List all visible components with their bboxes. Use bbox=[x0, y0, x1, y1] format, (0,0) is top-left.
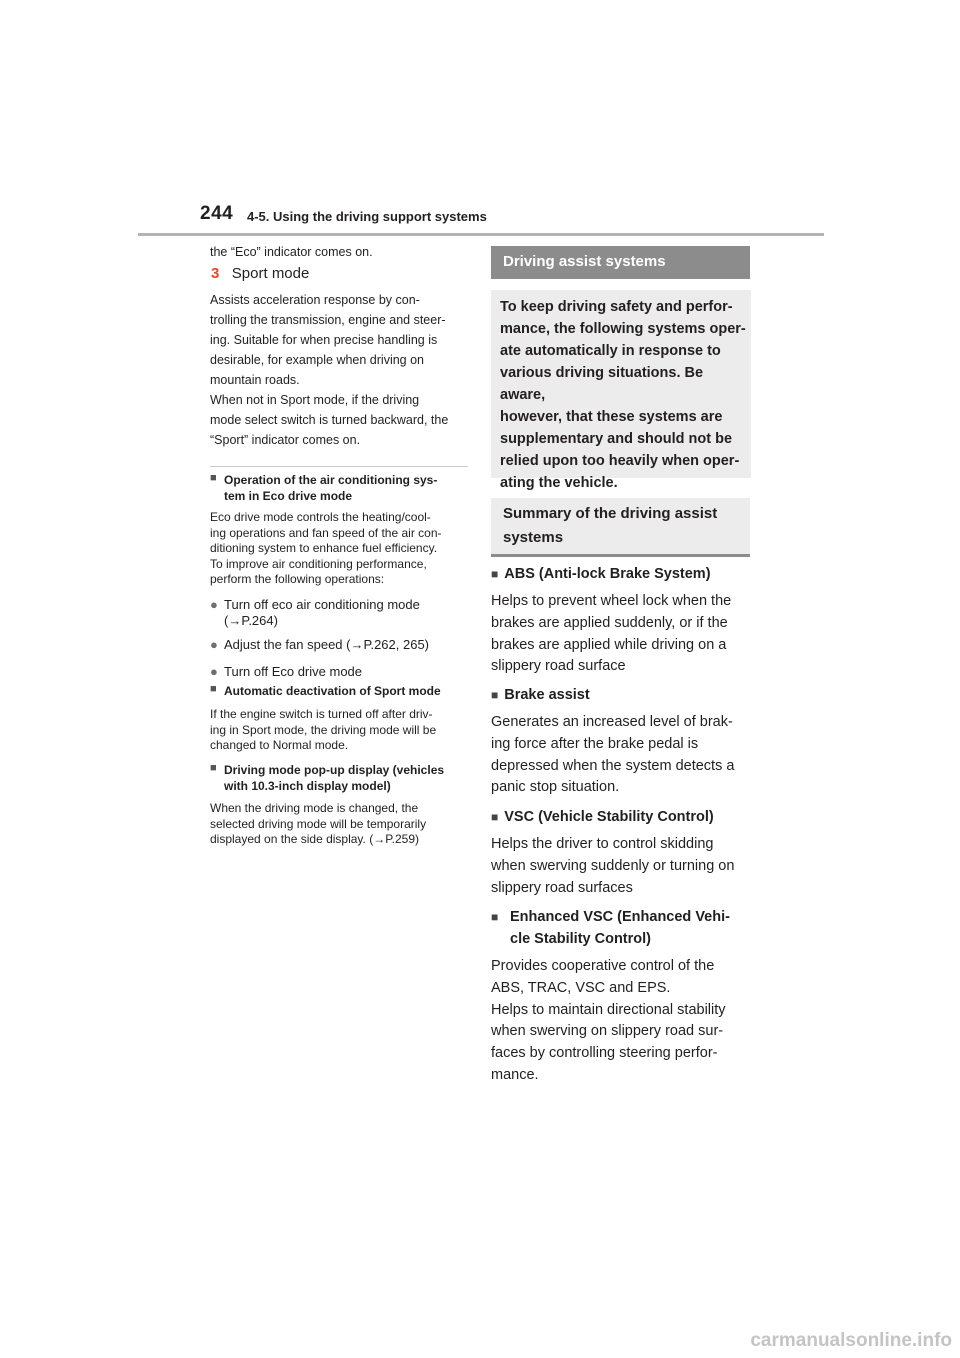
sport-mode-paragraph bbox=[210, 290, 468, 390]
abs-heading bbox=[491, 563, 711, 585]
text-line: When not in Sport mode, if the driving bbox=[210, 393, 420, 407]
text-line: changed to Normal mode. bbox=[210, 738, 349, 752]
square-bullet-icon: ■ bbox=[491, 810, 499, 824]
subheading-popup-display bbox=[210, 762, 472, 794]
text-line: slippery road surfaces bbox=[491, 879, 633, 896]
driving-assist-heading: Driving assist systems bbox=[491, 246, 750, 279]
bullet-dot-icon: ● bbox=[210, 597, 218, 612]
text-line: faces by controlling steering perfor- bbox=[491, 1045, 718, 1062]
intro-box-text bbox=[500, 296, 748, 494]
brake-assist-heading bbox=[491, 684, 590, 706]
item-title: cle Stability Control) bbox=[510, 931, 651, 947]
page-number: 244 bbox=[200, 203, 234, 224]
text-line: depressed when the system detects a bbox=[491, 757, 735, 774]
text-line: ing operations and fan speed of the air con- bbox=[210, 525, 442, 540]
subheading-line: Automatic deactivation of Sport mode bbox=[224, 684, 441, 698]
subheading-line: Operation of the air conditioning sys- bbox=[224, 473, 438, 487]
subheading-sport-deactivation bbox=[210, 683, 472, 699]
text-line: Helps to maintain directional stability bbox=[491, 1001, 726, 1018]
text-line: mance, the following systems oper- bbox=[500, 321, 746, 337]
text-line: various driving situations. Be aware, bbox=[500, 365, 704, 403]
text-line: Eco drive mode controls the heating/cool- bbox=[210, 510, 431, 524]
list-item-text: Turn off eco air conditioning mode bbox=[224, 597, 420, 612]
list-item-text: (→P.264) bbox=[224, 613, 278, 628]
text-line: when swerving on slippery road sur- bbox=[491, 1023, 724, 1040]
text-line: ing in Sport mode, the driving mode will be bbox=[210, 722, 437, 737]
subheading-air-conditioning bbox=[210, 472, 470, 504]
text-line: perform the following operations: bbox=[210, 572, 385, 586]
popup-display-paragraph bbox=[210, 801, 472, 848]
text-line: “Sport” indicator comes on. bbox=[210, 433, 361, 447]
bullet-dot-icon: ● bbox=[210, 664, 218, 679]
air-conditioning-paragraph bbox=[210, 510, 472, 588]
text-line: trolling the transmission, engine and steer- bbox=[210, 313, 446, 327]
subheading-line: with 10.3-inch display model) bbox=[224, 779, 391, 793]
text-line: desirable, for example when driving on bbox=[210, 353, 425, 367]
list-item bbox=[210, 597, 472, 629]
heading-line: systems bbox=[503, 529, 564, 546]
text-line: ing force after the brake pedal is bbox=[491, 735, 699, 752]
text-line: mance. bbox=[491, 1066, 539, 1083]
item-title: Enhanced VSC (Enhanced Vehi- bbox=[510, 909, 730, 925]
intro-text: the “Eco” indicator comes on. bbox=[210, 245, 373, 259]
text-line: displayed on the side display. (→P.259) bbox=[210, 832, 420, 846]
text-line: To improve air conditioning performance, bbox=[210, 556, 427, 571]
text-line: supplementary and should not be bbox=[500, 431, 733, 447]
subheading-line: tem in Eco drive mode bbox=[224, 489, 353, 503]
enhanced-vsc-description bbox=[491, 956, 753, 1087]
text-line: Helps to prevent wheel lock when the bbox=[491, 593, 732, 609]
text-line: Assists acceleration response by con- bbox=[210, 293, 420, 307]
bullet-dot-icon: ● bbox=[210, 637, 218, 652]
text-line: ate automatically in response to bbox=[500, 343, 721, 359]
text-line: Helps the driver to control skidding bbox=[491, 836, 714, 852]
subheading-line: Driving mode pop-up display (vehicles bbox=[224, 763, 445, 777]
text-line: If the engine switch is turned off after driv- bbox=[210, 707, 433, 721]
list-item bbox=[210, 637, 472, 653]
vsc-description bbox=[491, 834, 753, 899]
item-title: Brake assist bbox=[504, 687, 590, 703]
item-title: ABS (Anti-lock Brake System) bbox=[504, 566, 711, 582]
step-number: 3 bbox=[211, 265, 220, 282]
bullet-list bbox=[210, 597, 472, 680]
text-line: ditioning system to enhance fuel efficiency. bbox=[210, 541, 438, 555]
text-line: Provides cooperative control of the bbox=[491, 958, 715, 974]
abs-description bbox=[491, 591, 753, 678]
square-bullet-icon: ■ bbox=[210, 762, 217, 774]
section-divider bbox=[210, 466, 468, 467]
list-item-text: Turn off Eco drive mode bbox=[224, 664, 363, 679]
text-line: slippery road surface bbox=[491, 658, 626, 675]
list-item-text: Adjust the fan speed (→P.262, 265) bbox=[224, 637, 430, 652]
text-line: however, that these systems are bbox=[500, 409, 723, 425]
vsc-heading bbox=[491, 806, 714, 828]
square-bullet-icon: ■ bbox=[210, 683, 217, 695]
text-line: When the driving mode is changed, the bbox=[210, 801, 419, 815]
square-bullet-icon: ■ bbox=[491, 688, 499, 702]
text-line: brakes are applied while driving on a bbox=[491, 636, 727, 653]
text-line: ABS, TRAC, VSC and EPS. bbox=[491, 979, 671, 996]
brake-assist-description bbox=[491, 712, 753, 799]
watermark: carmanualsonline.info bbox=[750, 1330, 952, 1351]
text-line: panic stop situation. bbox=[491, 779, 620, 796]
text-line: when swerving suddenly or turning on bbox=[491, 857, 735, 874]
square-bullet-icon: ■ bbox=[210, 472, 217, 484]
text-line: brakes are applied suddenly, or if the bbox=[491, 614, 728, 631]
sport-indicator-paragraph bbox=[210, 390, 468, 450]
sport-deactivation-paragraph bbox=[210, 707, 472, 754]
step-3 bbox=[211, 265, 309, 283]
heading-line: Summary of the driving assist bbox=[503, 505, 718, 522]
text-line: relied upon too heavily when oper- bbox=[500, 453, 740, 469]
text-line: ing. Suitable for when precise handling is bbox=[210, 333, 438, 347]
text-line: mode select switch is turned backward, the bbox=[210, 413, 449, 427]
square-bullet-icon: ■ bbox=[491, 567, 499, 581]
text-line: ating the vehicle. bbox=[500, 475, 618, 491]
list-item bbox=[210, 664, 472, 680]
item-title: VSC (Vehicle Stability Control) bbox=[504, 809, 714, 825]
section-title: 4-5. Using the driving support systems bbox=[247, 209, 487, 224]
text-line: To keep driving safety and perfor- bbox=[500, 299, 733, 315]
enhanced-vsc-heading bbox=[491, 906, 753, 950]
header-rule bbox=[138, 233, 824, 236]
square-bullet-icon: ■ bbox=[491, 910, 499, 924]
text-line: Generates an increased level of brak- bbox=[491, 714, 733, 730]
step-label: Sport mode bbox=[231, 265, 310, 282]
text-line: selected driving mode will be temporarily bbox=[210, 816, 427, 831]
text-line: mountain roads. bbox=[210, 373, 300, 387]
summary-heading bbox=[503, 502, 743, 550]
